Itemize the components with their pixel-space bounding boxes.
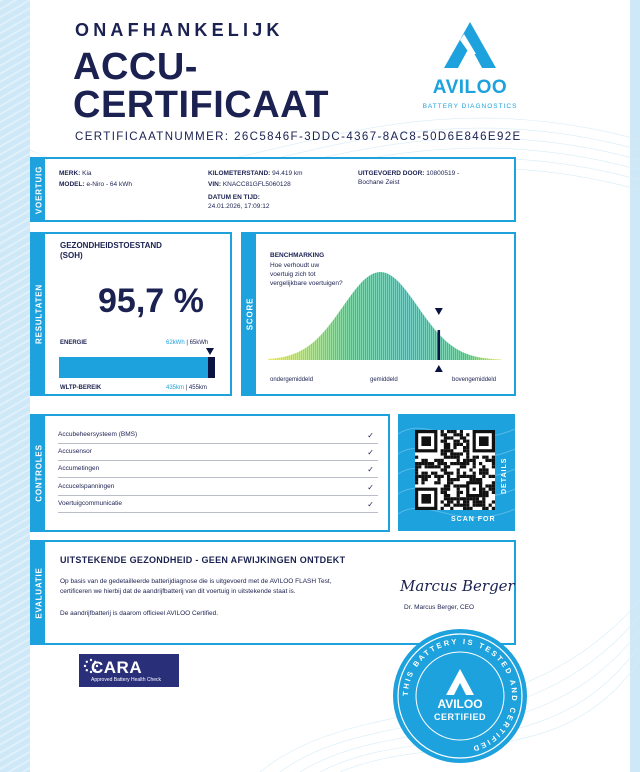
soh-value: 95,7 %	[98, 282, 204, 320]
vehicle-box	[30, 157, 516, 222]
logo-brand: AVILOO	[432, 77, 508, 98]
cara-subtitle: Approved Battery Health Check	[91, 677, 162, 683]
results-tab: RESULTATEN	[32, 234, 45, 394]
certified-seal	[393, 629, 527, 763]
evaluation-title: UITSTEKENDE GEZONDHEID - GEEN AFWIJKINGEN ONTDEKT	[60, 555, 346, 565]
scan-for-label: SCAN FOR	[451, 516, 496, 523]
cara-name: CARA	[91, 658, 143, 677]
svg-text:THIS BATTERY IS TESTED AND CER	[401, 637, 519, 754]
seal-brand: AVILOO	[437, 697, 483, 711]
energy-label: ENERGIE	[60, 340, 88, 346]
evaluation-text-2: certificeren we hierbij dat de aandrijfbatterij van dit voertuig in uitstekende staat is.	[60, 588, 296, 595]
evaluation-tab: EVALUATIE	[32, 542, 45, 643]
control-item: Accumetingen ✓	[58, 465, 378, 478]
score-tab: SCORE	[243, 234, 256, 394]
benchmark-question: Hoe verhoudt uw voertuig zich tot vergelijkbare voertuigen?	[270, 262, 343, 287]
aviloo-logo	[420, 20, 520, 115]
mileage-row: KILOMETERSTAND: 94.419 km	[208, 170, 303, 177]
soh-title: GEZONDHEIDSTOESTAND (SOH)	[60, 241, 162, 260]
soh-bar-end	[208, 357, 215, 378]
vin-row: VIN: KNACC81GFL5060128	[208, 181, 291, 188]
qr-code-image	[415, 430, 495, 510]
ceo-signature: Marcus Berger	[400, 577, 515, 595]
control-item: Voertuigcommunicatie ✓	[58, 500, 378, 513]
right-decor-strip	[630, 0, 640, 772]
seal-ring-text: THIS BATTERY IS TESTED AND CERTIFIED	[400, 636, 520, 754]
check-icon: ✓	[367, 483, 374, 492]
evaluation-text-3: De aandrijfbatterij is daarom officieel AVILOO Certified.	[60, 610, 218, 617]
soh-marker-top	[206, 348, 214, 355]
range-values: 435km | 455km	[166, 385, 207, 391]
title-independent: ONAFHANKELIJK	[75, 20, 284, 40]
vehicle-tab: VOERTUIG	[32, 159, 45, 220]
controls-tab: CONTROLES	[32, 416, 45, 530]
control-item: Accusensor ✓	[58, 448, 378, 461]
axis-mid-label: gemiddeld	[370, 377, 398, 383]
date-row: DATUM EN TIJD: 24.01.2026, 17:09:12	[208, 194, 270, 210]
check-icon: ✓	[367, 431, 374, 440]
cara-badge	[79, 654, 179, 687]
certificate-number: CERTIFICAATNUMMER: 26C5846F-3DDC-4367-8AC8-50D6E846E92E	[75, 131, 522, 143]
check-icon: ✓	[367, 465, 374, 474]
make-row: MERK: Kia	[59, 170, 92, 177]
details-label: DETAILS	[501, 457, 508, 494]
title-line-2: CERTIFICAAT	[73, 84, 329, 126]
ceo-name: Dr. Marcus Berger, CEO	[404, 604, 475, 611]
left-decor-lines	[0, 0, 30, 772]
check-icon: ✓	[367, 500, 374, 509]
qr-code[interactable]	[415, 430, 495, 510]
axis-low-label: ondergemiddeld	[270, 377, 314, 383]
energy-values: 62kWh | 65kWh	[166, 340, 209, 346]
axis-high-label: bovengemiddeld	[452, 377, 497, 383]
page-title	[73, 48, 329, 124]
logo-subtitle: BATTERY DIAGNOSTICS	[422, 103, 518, 110]
qr-panel[interactable]	[398, 414, 515, 531]
soh-bar	[59, 357, 214, 378]
check-icon: ✓	[367, 448, 374, 457]
aviloo-logo-icon	[442, 20, 498, 70]
seal-certified: CERTIFIED	[433, 712, 486, 722]
range-label: WLTP-BEREIK	[60, 385, 102, 391]
seal-graphic	[393, 629, 527, 763]
control-item: Accucelspanningen ✓	[58, 483, 378, 496]
model-row: MODEL: e-Niro - 64 kWh	[59, 181, 132, 188]
benchmark-title: BENCHMARKING	[270, 252, 325, 259]
executed-by-row: UITGEVOERD DOOR: 10800519 - Bochane Zeist	[358, 170, 460, 186]
evaluation-text-1: Op basis van de gedetailleerde batterijdiagnose die is uitgevoerd met de AVILOO FLASH Test,	[60, 578, 332, 585]
benchmark-bell-curve	[268, 268, 502, 372]
title-line-1: ACCU-	[73, 46, 198, 88]
control-item: Accubeheersysteem (BMS) ✓	[58, 431, 378, 444]
